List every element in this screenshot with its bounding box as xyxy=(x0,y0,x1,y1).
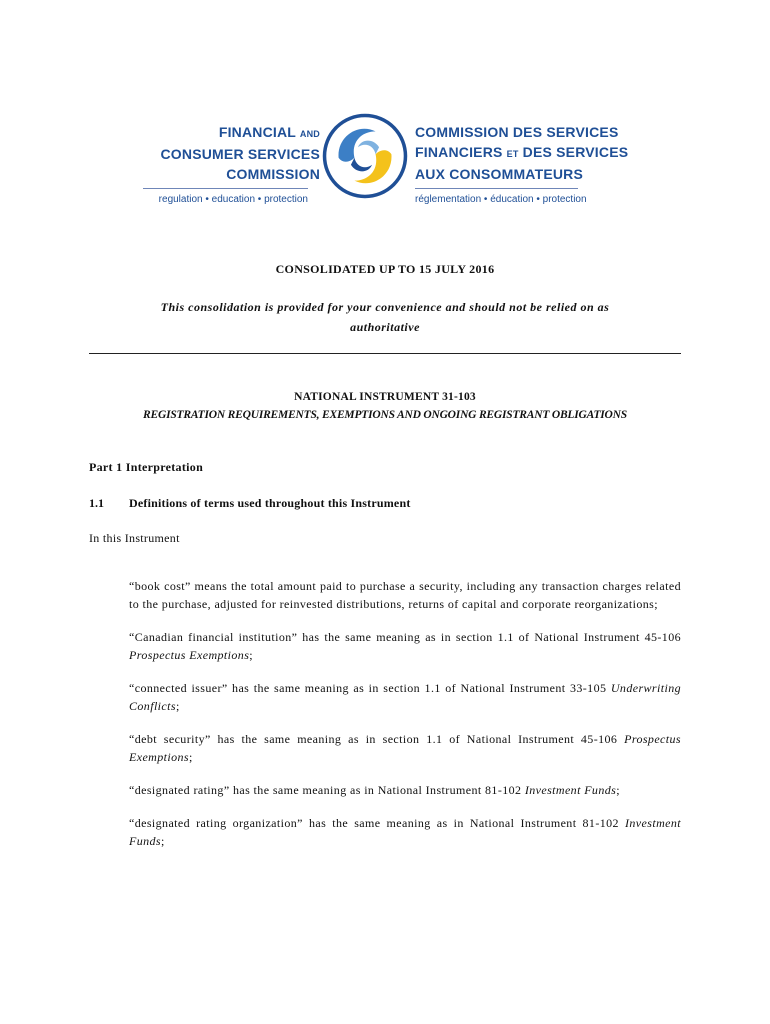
french-agency-name: COMMISSION DES SERVICES FINANCIERS ET DES SERVICES AUX CONSOMMATEURS xyxy=(415,124,629,182)
french-logo-rule xyxy=(415,188,578,189)
section-title: Definitions of terms used throughout this Instrument xyxy=(129,496,411,510)
intro-text: In this Instrument xyxy=(89,531,180,545)
definitions-list xyxy=(129,565,681,865)
definition-debt-security: “debt security” has the same meaning as in section 1.1 of National Instrument 45-106 Prospectus Exemptions; xyxy=(129,732,681,764)
instrument-title: NATIONAL INSTRUMENT 31-103 xyxy=(294,391,476,403)
definition-designated-rating: “designated rating” has the same meaning as in National Instrument 81-102 Investment Funds; xyxy=(129,783,620,797)
definition-book-cost: “book cost” means the total amount paid to purchase a security, including any transaction charges related to the purchase, adjusted for reinvested distributions, returns of capital and corporate reorganizations; xyxy=(129,579,681,611)
definition-connected-issuer: “connected issuer” has the same meaning as in section 1.1 of National Instrument 33-105 Underwriting Conflicts; xyxy=(129,681,681,713)
consolidation-disclaimer: This consolidation is provided for your convenience and should not be relied on as authoritative xyxy=(160,300,610,334)
english-logo-rule xyxy=(143,188,308,189)
english-agency-name: FINANCIAL AND CONSUMER SERVICES COMMISSION xyxy=(160,124,320,182)
instrument-subtitle: REGISTRATION REQUIREMENTS, EXEMPTIONS AND ONGOING REGISTRANT OBLIGATIONS xyxy=(143,409,627,421)
english-tagline: regulation • education • protection xyxy=(158,194,308,205)
fcnb-swirl-logo-icon xyxy=(321,112,409,200)
part-heading: Part 1 Interpretation xyxy=(89,460,204,474)
consolidation-date: CONSOLIDATED UP TO 15 JULY 2016 xyxy=(275,262,495,276)
french-tagline: réglementation • éducation • protection xyxy=(415,194,587,205)
divider-rule xyxy=(89,353,681,354)
definition-canadian-financial-institution: “Canadian financial institution” has the same meaning as in section 1.1 of National Instrument 45-106 Prospectus Exemptions; xyxy=(129,630,681,662)
section-number: 1.1 xyxy=(89,496,104,510)
definition-designated-rating-organization: “designated rating organization” has the same meaning as in National Instrument 81-102 Investment Funds; xyxy=(129,816,681,848)
